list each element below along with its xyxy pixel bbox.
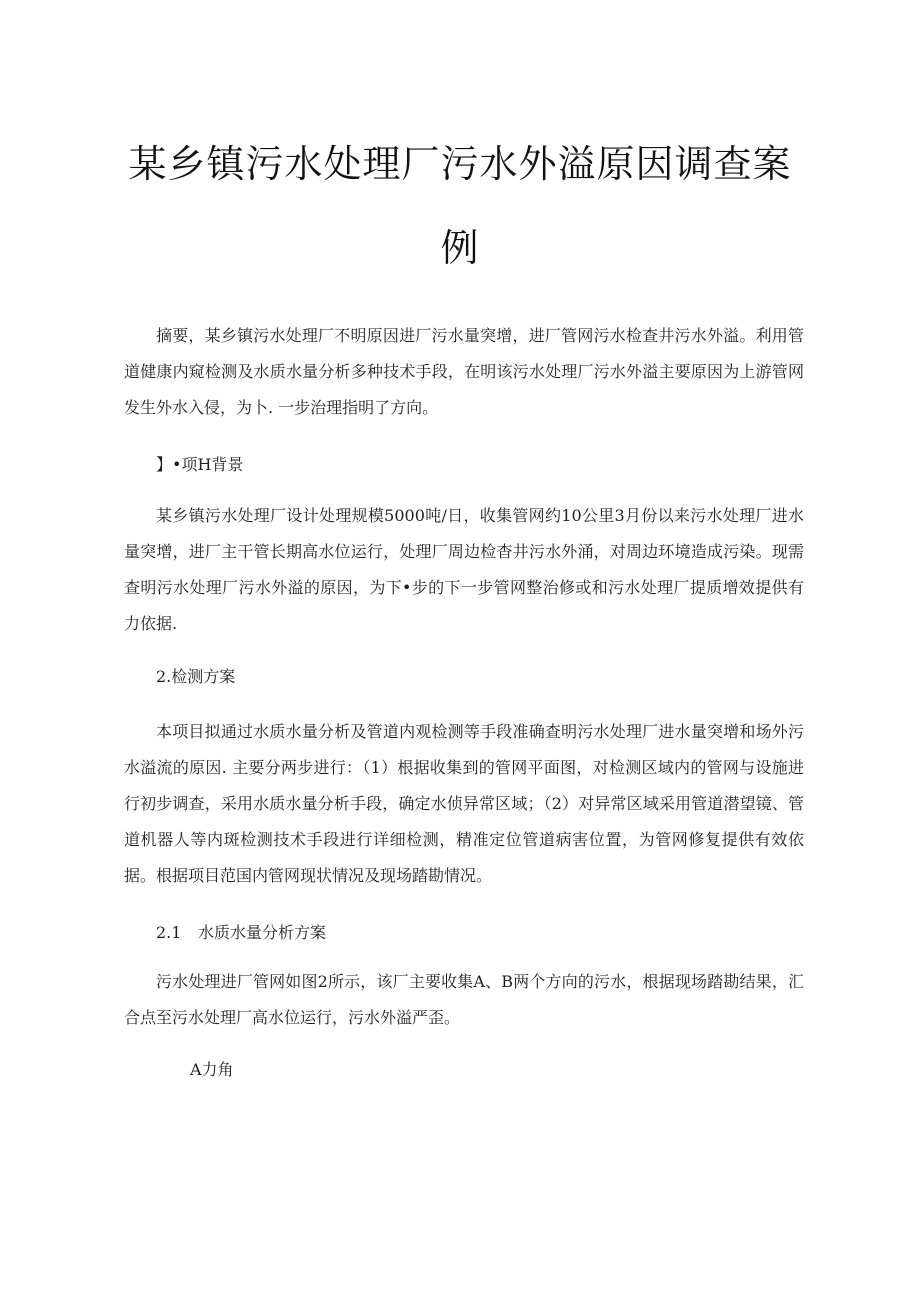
subsection-heading-2-1 (156, 921, 326, 945)
section-heading-background: 】•项H背景 (156, 455, 244, 474)
document-title-line-2: 例 (440, 226, 480, 270)
document-title-line-1: 某乡镇污水处理厂污水外溢原因调查案 (128, 142, 792, 186)
section-heading-detection-scheme: 2.检测方案 (156, 667, 236, 686)
subsection-number: 2.1 (156, 923, 182, 942)
water-analysis-paragraph: 污水处理进厂管网如图2所示，该厂主要收集A、B两个方向的污水，根据现场踏勘结果，汇合点至污水处理厂高水位运行，污水外溢严歪。 (124, 972, 804, 1027)
detection-scheme-paragraph: 本项目拟通过水质水量分析及管道内观检测等手段准确查明污水处理厂进水量突增和场外污水溢流的原因. 主要分两步进行：（1）根据收集到的管网平面图，对检测区域内的管网与设施进行初步调查，采用水质水量分析手段，确定水侦异常区域；（2）对异常区域采用管道潜望镜、管道机器人等内斑检测技术手段进行详细检测，精准定位管道病害位置，为管网修复提供有效依据。根据项目范国内管网现状情况及现场踏勘情况。 (124, 722, 804, 885)
background-paragraph: 某乡镇污水处理厂设计处理规模5000吨/日，收集管网约10公里3月份以来污水处理厂进水量突增，进厂主干管长期高水位运行，处理厂周边检杳井污水外涌，对周边环境造成污染。现需查明污水处理厂污水外溢的原因，为下•步的下一步管网整治修或和污水处理厂提质增效提供有力依据. (124, 506, 804, 633)
abstract-paragraph: 摘要，某乡镇污水处理厂不明原因进厂污水量突增，进厂管网污水检查井污水外溢。利用管道健康内窥检测及水质水量分析多种技术手段，在明该污水处理厂污水外溢主要原因为上游管网发生外水入侵，为卜. 一步治理指明了方向。 (124, 326, 804, 417)
direction-a-heading: A力角 (190, 1060, 234, 1079)
subsection-title: 水质水量分析方案 (198, 923, 327, 942)
